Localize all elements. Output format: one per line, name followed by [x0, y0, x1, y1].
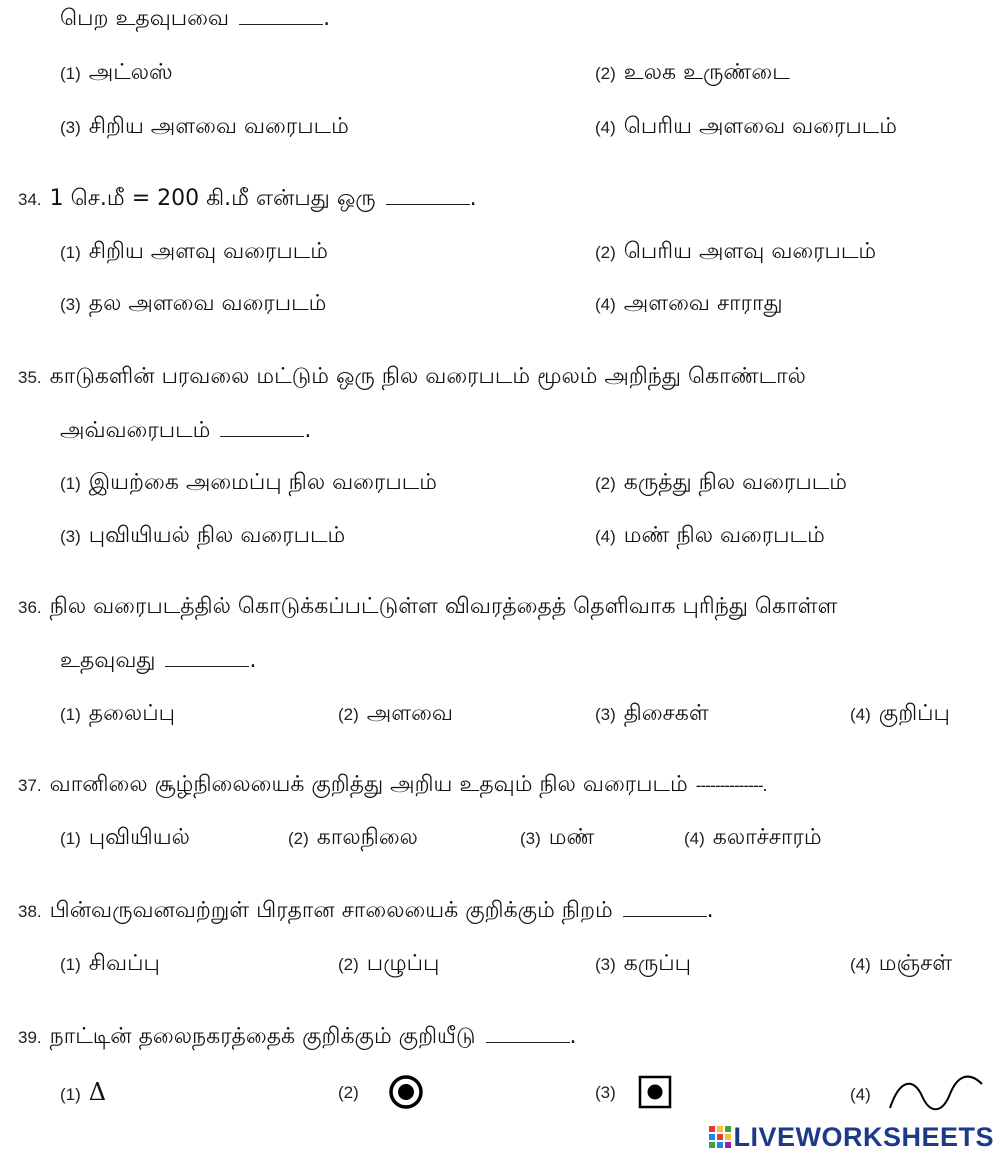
- q34-option-3: (3) தல அளவை வரைபடம்: [60, 291, 327, 316]
- q39-option-3: (3): [595, 1074, 673, 1110]
- q37-option-1: (1) புவியியல்: [60, 825, 190, 850]
- q35-option-1: (1) இயற்கை அமைப்பு நில வரைபடம்: [60, 470, 437, 495]
- q36-option-2: (2) அளவை: [338, 701, 453, 726]
- answer-blank: [165, 652, 249, 667]
- triangle-symbol: Δ: [88, 1078, 107, 1106]
- question-39: 39. நாட்டின் தலைநகரத்தைக் குறிக்கும் குறியீடு .: [18, 1024, 577, 1049]
- q33-option-3: (3) சிறிய அளவை வரைபடம்: [60, 114, 349, 139]
- q36-option-1: (1) தலைப்பு: [60, 701, 175, 726]
- q36-option-4: (4) குறிப்பு: [850, 701, 950, 726]
- q39-option-2: (2): [338, 1074, 424, 1110]
- q35-option-3: (3) புவியியல் நில வரைபடம்: [60, 523, 346, 548]
- circle-dot-symbol: [388, 1074, 424, 1110]
- q35-continuation: அவ்வரைபடம் .: [60, 418, 312, 443]
- question-35: 35. காடுகளின் பரவலை மட்டும் ஒரு நில வரைபடம் மூலம் அறிந்து கொண்டால்: [18, 364, 806, 389]
- q38-option-3: (3) கருப்பு: [595, 951, 691, 976]
- q38-option-1: (1) சிவப்பு: [60, 951, 160, 976]
- answer-blank: [239, 10, 323, 25]
- q34-option-4: (4) அளவை சாராது: [595, 291, 783, 316]
- answer-blank: [623, 902, 707, 917]
- q38-option-4: (4) மஞ்சள்: [850, 951, 953, 976]
- q33-option-2: (2) உலக உருண்டை: [595, 60, 790, 85]
- q36-continuation: உதவுவது .: [60, 648, 257, 673]
- q39-option-1: (1) Δ: [60, 1078, 107, 1106]
- question-36: 36. நில வரைபடத்தில் கொடுக்கப்பட்டுள்ள விவரத்தைத் தெளிவாக புரிந்து கொள்ள: [18, 594, 838, 619]
- answer-blank: [486, 1028, 570, 1043]
- answer-blank: [386, 190, 470, 205]
- q33-option-1: (1) அட்லஸ்: [60, 60, 173, 85]
- wave-symbol: [886, 1074, 986, 1114]
- liveworksheets-logo: LIVEWORKSHEETS: [709, 1122, 994, 1153]
- question-34: 34. 1 செ.மீ = 200 கி.மீ என்பது ஒரு .: [18, 186, 477, 211]
- q36-option-3: (3) திசைகள்: [595, 701, 709, 726]
- q35-option-2: (2) கருத்து நில வரைபடம்: [595, 470, 847, 495]
- q37-option-2: (2) காலநிலை: [288, 825, 418, 850]
- q37-option-4: (4) கலாச்சாரம்: [684, 825, 822, 850]
- answer-blank: [220, 422, 304, 437]
- q38-option-2: (2) பழுப்பு: [338, 951, 440, 976]
- q33-option-4: (4) பெரிய அளவை வரைபடம்: [595, 114, 897, 139]
- q39-option-4: (4): [850, 1074, 986, 1114]
- question-37: 37. வானிலை சூழ்நிலையைக் குறித்து அறிய உதவும் நில வரைபடம் --------------.: [18, 772, 767, 797]
- q33-continuation: பெற உதவுபவை .: [60, 6, 331, 31]
- question-38: 38. பின்வருவனவற்றுள் பிரதான சாலையைக் குறிக்கும் நிறம் .: [18, 898, 714, 923]
- logo-grid-icon: [709, 1126, 731, 1148]
- square-dot-symbol: [637, 1074, 673, 1110]
- q35-option-4: (4) மண் நில வரைபடம்: [595, 523, 825, 548]
- q34-option-2: (2) பெரிய அளவு வரைபடம்: [595, 239, 877, 264]
- q34-option-1: (1) சிறிய அளவு வரைபடம்: [60, 239, 328, 264]
- q37-option-3: (3) மண்: [520, 825, 595, 850]
